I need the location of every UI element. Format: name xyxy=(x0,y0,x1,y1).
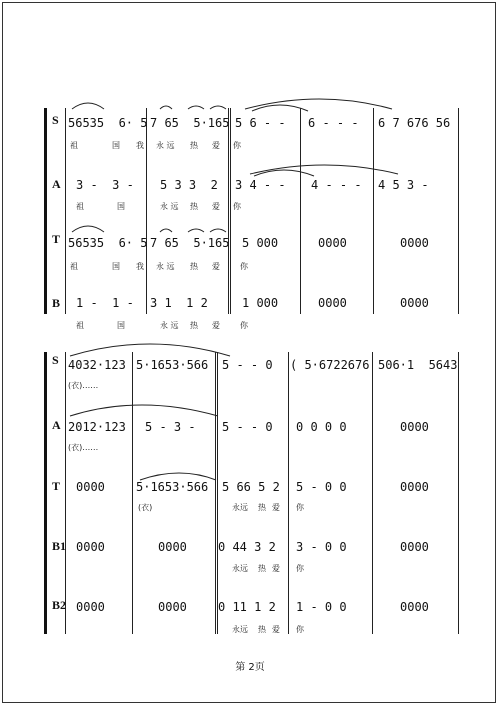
lyric: 永远 xyxy=(232,625,248,634)
measure: 5 6 - - xyxy=(235,116,286,130)
part-label-s: S xyxy=(52,353,59,367)
barline xyxy=(373,108,374,314)
part-label-t: T xyxy=(52,232,61,246)
part-label-b2: B2 xyxy=(52,598,67,612)
measure: 0000 xyxy=(158,600,187,614)
measure: 0 11 1 2 xyxy=(218,600,276,614)
lyric: 热 xyxy=(190,202,198,211)
slur-marks xyxy=(60,398,460,428)
measure: 0000 xyxy=(76,480,105,494)
lyric: 爱 xyxy=(212,262,220,271)
lyric: 你 xyxy=(233,141,241,150)
lyric: 永 远 xyxy=(160,202,179,211)
lyric: (衣)…… xyxy=(68,381,99,390)
part-label-a: A xyxy=(52,177,61,191)
measure: 5 000 xyxy=(242,236,279,250)
lyric: 我 xyxy=(136,141,144,150)
measure: 1 000 xyxy=(242,296,279,310)
lyric: 国 xyxy=(117,321,125,330)
measure: ( 5·6722676 xyxy=(290,358,370,372)
measure: 0000 xyxy=(400,296,429,310)
lyric: 国 xyxy=(112,141,120,150)
measure: 5 - - 0 xyxy=(222,420,273,434)
barline-double xyxy=(215,352,221,634)
lyric: 国 xyxy=(117,202,125,211)
lyric: (衣) xyxy=(138,503,153,512)
lyric: 永远 xyxy=(232,564,248,573)
lyric: 你 xyxy=(233,202,241,211)
measure: 5 3 3 2 xyxy=(160,178,218,192)
measure: 0000 xyxy=(76,540,105,554)
slur-marks xyxy=(60,338,460,368)
lyric: 爱 xyxy=(272,564,280,573)
measure: 0000 xyxy=(400,540,429,554)
slur-marks xyxy=(60,95,460,125)
barline xyxy=(65,108,66,314)
lyric: 你 xyxy=(296,564,304,573)
part-label-t: T xyxy=(52,479,61,493)
part-label-b: B xyxy=(52,296,61,310)
lyric: 永 远 xyxy=(156,141,175,150)
barline xyxy=(65,352,66,634)
lyric: (衣)…… xyxy=(68,443,99,452)
lyric: 国 xyxy=(112,262,120,271)
slur-marks xyxy=(60,218,260,248)
part-label-a: A xyxy=(52,418,61,432)
lyric: 永 远 xyxy=(156,262,175,271)
lyric: 你 xyxy=(240,262,248,271)
measure: 0 44 3 2 xyxy=(218,540,276,554)
system-2-bracket xyxy=(44,352,51,634)
barline xyxy=(458,352,459,634)
lyric: 你 xyxy=(296,503,304,512)
lyric: 祖 xyxy=(70,262,78,271)
measure: 0000 xyxy=(400,480,429,494)
measure: 5 - 0 0 xyxy=(296,480,347,494)
measure: 6 - - - xyxy=(308,116,359,130)
lyric: 爱 xyxy=(272,625,280,634)
measure: 0000 xyxy=(400,600,429,614)
page-number: 第 2页 xyxy=(235,662,265,673)
measure: 2012·123 xyxy=(68,420,126,434)
measure: 0000 xyxy=(318,236,347,250)
measure: 4 5 3 - xyxy=(378,178,429,192)
lyric: 热 xyxy=(258,625,266,634)
measure: 5 66 5 2 xyxy=(222,480,280,494)
part-label-b1: B1 xyxy=(52,539,67,553)
part-label-s: S xyxy=(52,113,59,127)
lyric: 永 远 xyxy=(160,321,179,330)
barline xyxy=(288,352,289,634)
lyric: 爱 xyxy=(212,141,220,150)
lyric: 永远 xyxy=(232,503,248,512)
measure: 1 - 0 0 xyxy=(296,600,347,614)
barline xyxy=(372,352,373,634)
lyric: 爱 xyxy=(212,321,220,330)
lyric: 爱 xyxy=(212,202,220,211)
lyric: 祖 xyxy=(70,141,78,150)
lyric: 祖 xyxy=(76,321,84,330)
barline xyxy=(458,108,459,314)
system-1-bracket xyxy=(44,108,51,314)
measure: 4 - - - xyxy=(311,178,362,192)
lyric: 热 xyxy=(190,262,198,271)
measure: 0 0 0 0 xyxy=(296,420,347,434)
measure: 0000 xyxy=(158,540,187,554)
measure: 56535 6· 5 xyxy=(68,116,148,130)
barline xyxy=(132,352,133,634)
measure: 0000 xyxy=(318,296,347,310)
measure: 3 - 0 0 xyxy=(296,540,347,554)
measure: 5 - 3 - xyxy=(145,420,196,434)
measure: 3 - 3 - xyxy=(76,178,134,192)
measure: 4032·123 xyxy=(68,358,126,372)
measure: 3 4 - - xyxy=(235,178,286,192)
measure: 6 7 676 56 xyxy=(378,116,451,130)
lyric: 你 xyxy=(240,321,248,330)
measure: 56535 6· 5 xyxy=(68,236,148,250)
lyric: 我 xyxy=(136,262,144,271)
measure: 7 65 5·165 xyxy=(150,236,230,250)
lyric: 热 xyxy=(190,321,198,330)
lyric: 热 xyxy=(258,564,266,573)
slur-marks xyxy=(60,160,460,190)
barline xyxy=(300,108,301,314)
barline xyxy=(146,108,147,314)
lyric: 热 xyxy=(258,503,266,512)
lyric: 爱 xyxy=(272,503,280,512)
measure: 0000 xyxy=(400,236,429,250)
measure: 3 1 1 2 xyxy=(150,296,208,310)
measure: 0000 xyxy=(400,420,429,434)
measure: 5·1653·566 xyxy=(136,480,209,494)
lyric: 你 xyxy=(296,625,304,634)
measure: 5 - - 0 xyxy=(222,358,273,372)
measure: 0000 xyxy=(76,600,105,614)
slur-marks xyxy=(60,462,460,492)
measure: 7 65 5·165 xyxy=(150,116,230,130)
measure: 5·1653·566 xyxy=(136,358,209,372)
lyric: 热 xyxy=(190,141,198,150)
measure: 1 - 1 - xyxy=(76,296,134,310)
measure: 506·1 5643 xyxy=(378,358,458,372)
lyric: 祖 xyxy=(76,202,84,211)
